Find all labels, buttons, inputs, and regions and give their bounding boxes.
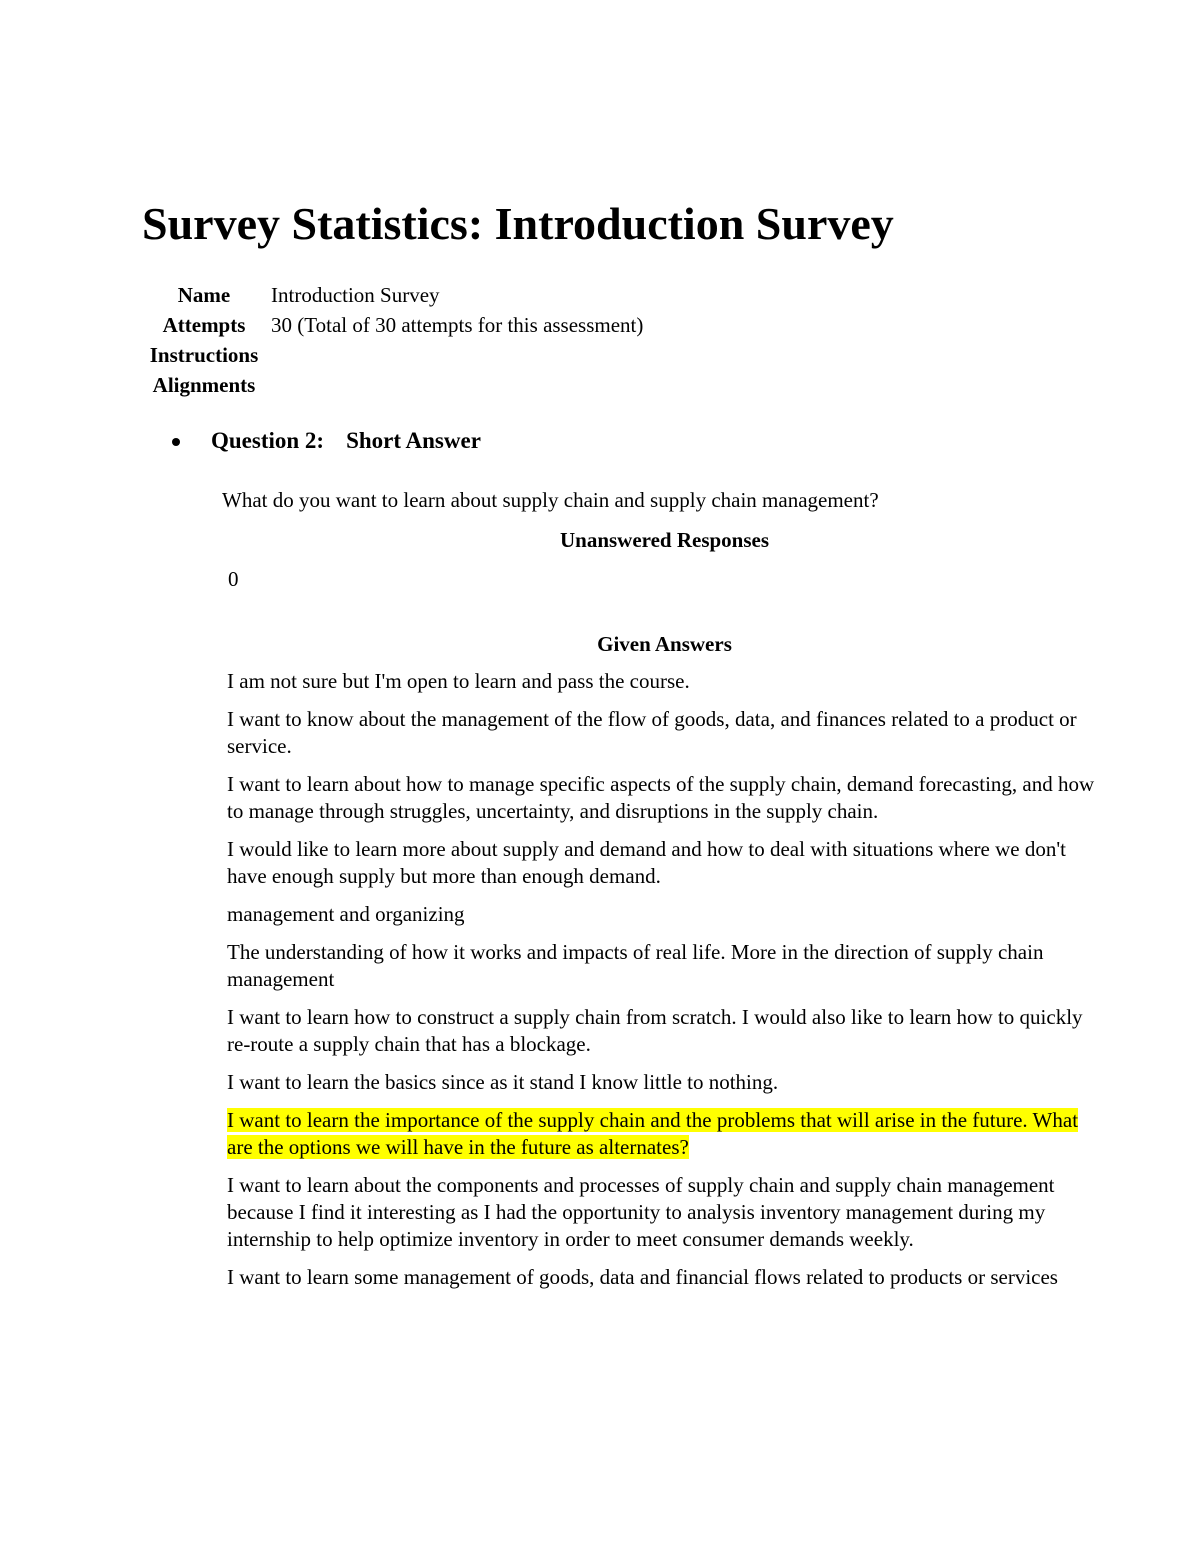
given-answers-heading: Given Answers: [597, 632, 732, 656]
page-title: Survey Statistics: Introduction Survey: [142, 198, 894, 249]
meta-row-name: [140, 280, 643, 310]
question-heading: [172, 426, 481, 456]
answer-text: I want to learn about the components and processes of supply chain and supply chain management because I find it interesting as I had the opportunity to analysis inventory management during my internship to help optimize inventory in order to meet consumer demands weekly.: [227, 1173, 1055, 1251]
bullet-icon: [172, 438, 180, 446]
answer-item: [227, 901, 1107, 928]
question-prompt: What do you want to learn about supply chain and supply chain management?: [222, 488, 879, 512]
unanswered-count: 0: [228, 567, 239, 591]
answer-text: I want to know about the management of the flow of goods, data, and finances related to a product or service.: [227, 707, 1077, 758]
answer-text: I want to learn the basics since as it stand I know little to nothing.: [227, 1070, 779, 1094]
question-type: Short Answer: [346, 428, 481, 453]
attempts-value: 30 (Total of 30 attempts for this assessment): [271, 313, 644, 337]
meta-row-alignments: [140, 370, 643, 400]
answer-text: The understanding of how it works and impacts of real life. More in the direction of supply chain management: [227, 940, 1044, 991]
highlighted-answer-text: I want to learn the importance of the supply chain and the problems that will arise in the future. What are the options we will have in the future as alternates?: [227, 1108, 1079, 1159]
answer-item: [227, 1172, 1107, 1253]
answer-item: [227, 668, 1107, 695]
answer-item: [227, 771, 1107, 825]
name-label: Name: [177, 283, 231, 307]
answer-item: [227, 1264, 1107, 1291]
meta-row-instructions: [140, 340, 643, 370]
meta-row-attempts: [140, 310, 643, 340]
attempts-label: Attempts: [162, 313, 246, 337]
instructions-label: Instructions: [149, 343, 259, 367]
answer-item: [227, 939, 1107, 993]
answer-item-highlighted: [227, 1107, 1107, 1161]
answer-text: I want to learn how to construct a supply chain from scratch. I would also like to learn how to quickly re-route a supply chain that has a blockage.: [227, 1005, 1083, 1056]
answer-item: [227, 836, 1107, 890]
answer-text: I would like to learn more about supply and demand and how to deal with situations where we don't have enough supply but more than enough demand.: [227, 837, 1066, 888]
answers-list: [227, 668, 1107, 1302]
answer-text: I am not sure but I'm open to learn and pass the course.: [227, 669, 690, 693]
alignments-label: Alignments: [152, 373, 256, 397]
survey-meta-table: [140, 280, 643, 400]
answer-item: [227, 706, 1107, 760]
question-number: Question 2:: [211, 428, 325, 453]
unanswered-responses-heading: Unanswered Responses: [559, 528, 770, 552]
name-value: Introduction Survey: [271, 283, 440, 307]
answer-item: [227, 1069, 1107, 1096]
answer-text: I want to learn about how to manage specific aspects of the supply chain, demand forecasting, and how to manage through struggles, uncertainty, and disruptions in the supply chain.: [227, 772, 1095, 823]
answer-text: I want to learn some management of goods, data and financial flows related to products or services: [227, 1265, 1058, 1289]
answer-text: management and organizing: [227, 902, 465, 926]
answer-item: [227, 1004, 1107, 1058]
